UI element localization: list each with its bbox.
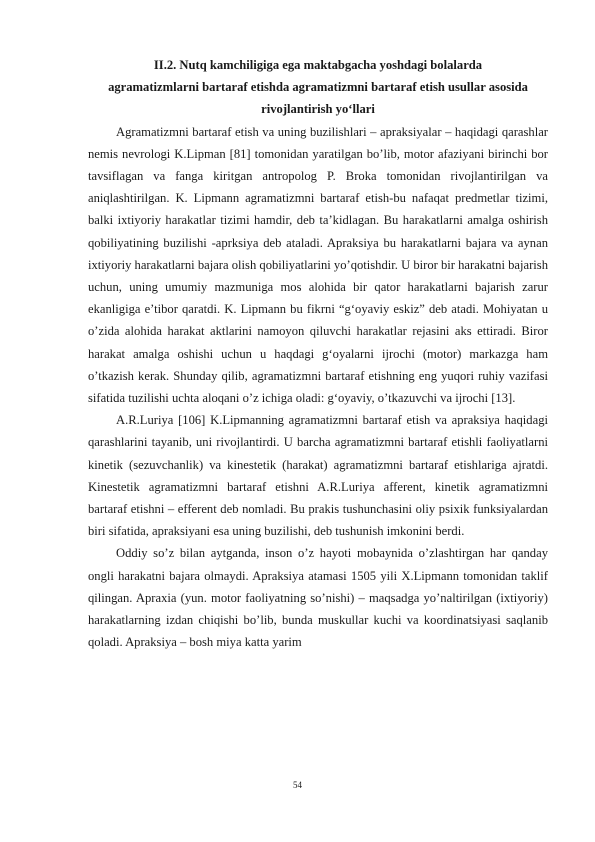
heading-line-2: agramatizmlarni bartaraf etishda agramatizmni bartaraf etish usullar asosida (108, 80, 528, 95)
document-page (88, 54, 548, 653)
section-heading (88, 54, 548, 121)
paragraph-3: Oddiy so’z bilan aytganda, inson o’z hayoti mobaynida o’zlashtirgan har qanday ongli harakatni bajara olmaydi. Apraksiya atamasi 1505 yili X.Lipmann tomonidan taklif qilingan. Apraxia (yun. motor faoliyatning so’nishi) – maqsadga yo’naltirilgan (ixtiyoriy) harakatlarning izdan chiqishi bo’lib, bunda muskullar kuchi va koordinatsiyasi saqlanib qoladi. Apraksiya – bosh miya katta yarim (88, 546, 548, 650)
paragraph-1: Agramatizmni bartaraf etish va uning buzilishlari – apraksiyalar – haqidagi qarashlar nemis nevrologi K.Lipman [81] tomonidan yaratilgan bo’lib, motor afaziyani birinchi bor tavsiflagan va fanga kiritgan antropolog P. Broka tomonidan rivojlantirilgan va aniqlashtirilgan. K. Lipmann agramatizmni bartaraf etish-bu nafaqat predmetlar tizimi, balki ixtiyoriy harakatlar tizimi hamdir, deb ta’kidlagan. Bu harakatlarni amalga oshirish qobiliyatining buzilishi -aprksiya deb ataladi. Apraksiya bu harakatlarni bajara va aynan ixtiyoriy harakatlarni bajara olish qobiliyatlarini yo’qotishdir. U biror bir harakatni bajarish uchun, uning umumiy mazmuniga mos alohida bir qator harakatlarni bajarish zarur ekanligiga e’tibor qaratdi. K. Lipmann bu fikrni “g‘oyaviy eskiz” deb atadi. Mohiyatan u o’zida alohida harakat aktlarini namoyon qiluvchi harakatlar rejasini aks ettiradi. Biror harakat amalga oshishi uchun u haqdagi g‘oyalarni ijrochi (motor) markazga ham o’tkazish kerak. Shunday qilib, agramatizmni bartaraf etishning eng yuqori ruhiy vazifasi sifatida tuzilishi uchta aloqani o’z ichiga oladi: g‘oyaviy, o’tkazuvchi va ijrochi [13]. (88, 124, 548, 406)
heading-line-3: rivojlantirish yo‘llari (261, 102, 375, 117)
heading-line-1: II.2. Nutq kamchiligiga ega maktabgacha yoshdagi bolalarda (153, 58, 483, 72)
page-number: 54 (293, 780, 302, 790)
paragraph-2: A.R.Luriya [106] K.Lipmanning agramatizmni bartaraf etish va apraksiya haqidagi qarashlarini tayanib, uni rivojlantirdi. U barcha agramatizmni bartaraf etishli faoliyatlarni kinetik (sezuvchanlik) va kinestetik (harakat) agramatizmni bartaraf etishlariga ajratdi. Kinestetik agramatizmni bartaraf etishni A.R.Luriya afferent, kinetik agramatizmni bartaraf etishni – efferent deb nomladi. Bu prakis tushunchasini oliy psixik funksiyalardan biri sifatida, apraksiyani esa uning buzilishi, deb tushunish imkonini berdi. (88, 413, 548, 539)
